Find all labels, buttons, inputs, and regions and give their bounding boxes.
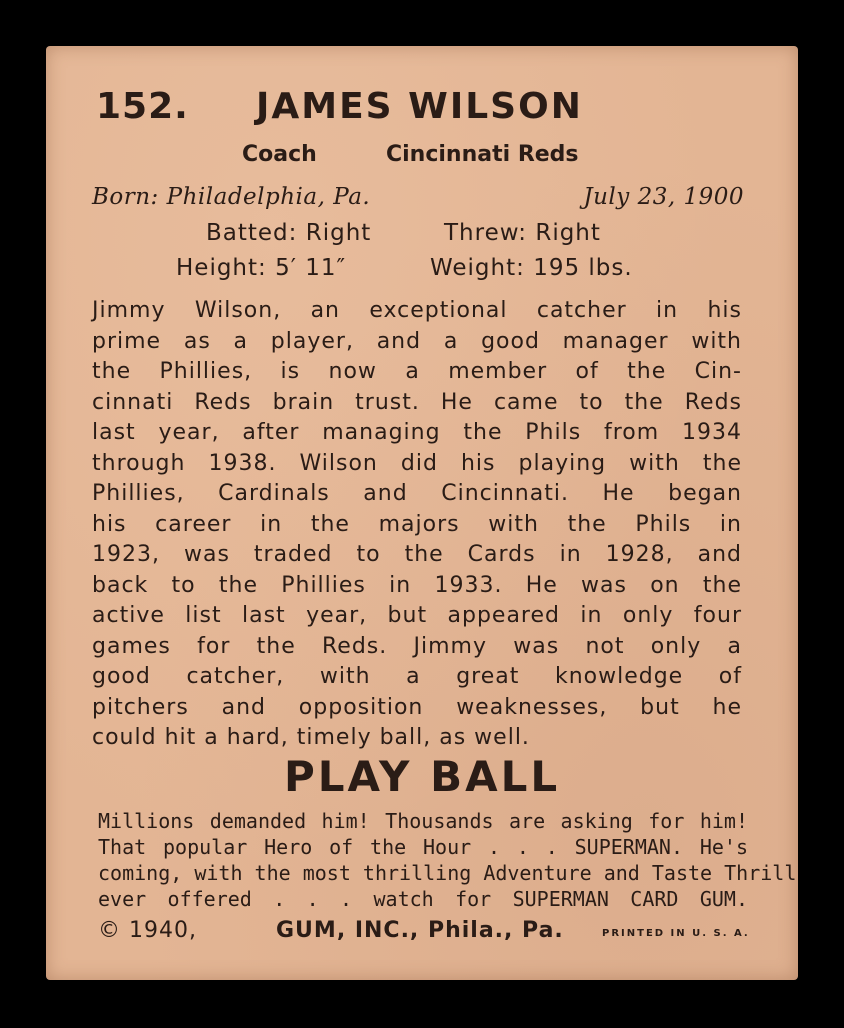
bio-line: cinnati Reds brain trust. He came to the Reds [92,389,742,415]
batted-stat: Batted: Right [206,220,372,246]
player-position: Coach [242,142,317,167]
promo-line: coming, with the most thrilling Adventure and Taste Thrill [98,861,797,885]
bio-line: pitchers and opposition weaknesses, but he [92,694,742,720]
bio-line: good catcher, with a great knowledge of [92,664,742,689]
height-stat: Height: 5′ 11″ [176,255,347,281]
baseball-card-back [46,46,798,980]
bio-line: active list last year, but appeared in only four [92,603,742,628]
bio-line: Jimmy Wilson, an exceptional catcher in his [92,298,742,323]
bio-line: games for the Reds. Jimmy was not only a [92,633,742,659]
bio-line: 1923, was traded to the Cards in 1928, and [92,542,742,567]
bio-line: through 1938. Wilson did his playing with the [92,450,742,476]
bio-line: Phillies, Cardinals and Cincinnati. He began [92,481,742,506]
promo-line: That popular Hero of the Hour . . . SUPERMAN. He's [98,835,748,859]
printed-in: PRINTED IN U. S. A. [602,928,750,939]
bio-line: the Phillies, is now a member of the Cin- [92,359,742,384]
publisher: GUM, INC., Phila., Pa. [276,918,564,943]
bio-line: prime as a player, and a good manager with [92,328,742,354]
brand-title: PLAY BALL [284,752,561,801]
bio-line: back to the Phillies in 1933. He was on the [92,572,742,598]
birthdate: July 23, 1900 [583,184,744,210]
weight-stat: Weight: 195 lbs. [430,255,633,281]
player-name: JAMES WILSON [256,86,583,127]
card-number: 152. [96,86,189,127]
bio-line: his career in the majors with the Phils in [92,511,742,537]
promo-line: ever offered . . . watch for SUPERMAN CARD GUM. [98,887,748,911]
promo-line: Millions demanded him! Thousands are asking for him! [98,809,748,833]
bio-line: could hit a hard, timely ball, as well. [92,725,530,750]
biography [92,296,742,754]
promo-text [98,808,797,912]
bio-line: last year, after managing the Phils from 1934 [92,420,742,445]
player-team: Cincinnati Reds [386,142,579,167]
threw-stat: Threw: Right [444,220,601,246]
birthplace: Born: Philadelphia, Pa. [92,184,371,210]
copyright: © 1940, [98,918,197,943]
